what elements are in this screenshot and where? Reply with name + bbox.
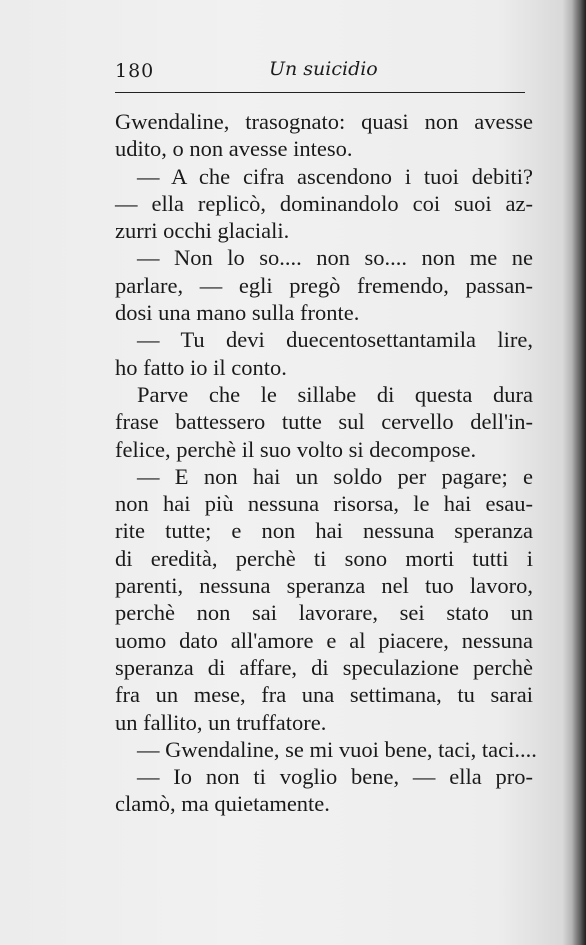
text-line: speranza di affare, di speculazione perchè bbox=[115, 654, 533, 680]
page-number: 180 bbox=[115, 60, 155, 82]
text-line: di eredità, perchè ti sono morti tutti i bbox=[115, 545, 533, 571]
text-line: zurri occhi glaciali. bbox=[115, 218, 290, 244]
text-line: parenti, nessuna speranza nel tuo lavoro, bbox=[115, 573, 533, 599]
text-line: dosi una mano sulla fronte. bbox=[115, 300, 360, 326]
text-line: ho fatto io il conto. bbox=[115, 354, 287, 380]
body-text bbox=[115, 108, 537, 818]
text-line: un fallito, un truffatore. bbox=[115, 709, 327, 735]
text-line: Parve che le sillabe di questa dura bbox=[137, 381, 533, 407]
running-title: Un suicidio bbox=[269, 58, 378, 80]
text-line: rite tutte; e non hai nessuna speranza bbox=[115, 518, 533, 544]
text-line: — A che cifra ascendono i tuoi debiti? bbox=[137, 163, 533, 189]
text-line: — E non hai un soldo per pagare; e bbox=[137, 463, 533, 489]
text-line: frase battessero tutte sul cervello dell'in- bbox=[115, 409, 533, 435]
text-line: Gwendaline, trasognato: quasi non avesse bbox=[115, 109, 533, 134]
text-line: — Tu devi duecentosettantamila lire, bbox=[137, 327, 533, 353]
text-line: udito, o non avesse inteso. bbox=[115, 136, 353, 162]
text-line: — ella replicò, dominandolo coi suoi az- bbox=[115, 190, 533, 216]
text-line: — Non lo so.... non so.... non me ne bbox=[137, 245, 533, 271]
header-rule bbox=[115, 92, 525, 93]
text-line: — Io non ti voglio bene, — ella pro- bbox=[137, 764, 533, 790]
text-line: clamò, ma quietamente. bbox=[115, 791, 330, 817]
text-line: parlare, — egli pregò fremendo, passan- bbox=[115, 272, 533, 298]
text-line: fra un mese, fra una settimana, tu sarai bbox=[115, 682, 533, 708]
text-line: felice, perchè il suo volto si decompose. bbox=[115, 436, 477, 462]
page-edge-shadow bbox=[572, 0, 586, 945]
text-line: perchè non sai lavorare, sei stato un bbox=[115, 600, 533, 626]
text-line: non hai più nessuna risorsa, le hai esau- bbox=[115, 491, 533, 517]
text-line: — Gwendaline, se mi vuoi bene, taci, taci.... bbox=[137, 736, 537, 762]
text-line: uomo dato all'amore e al piacere, nessuna bbox=[115, 627, 533, 653]
page-header bbox=[115, 58, 525, 90]
